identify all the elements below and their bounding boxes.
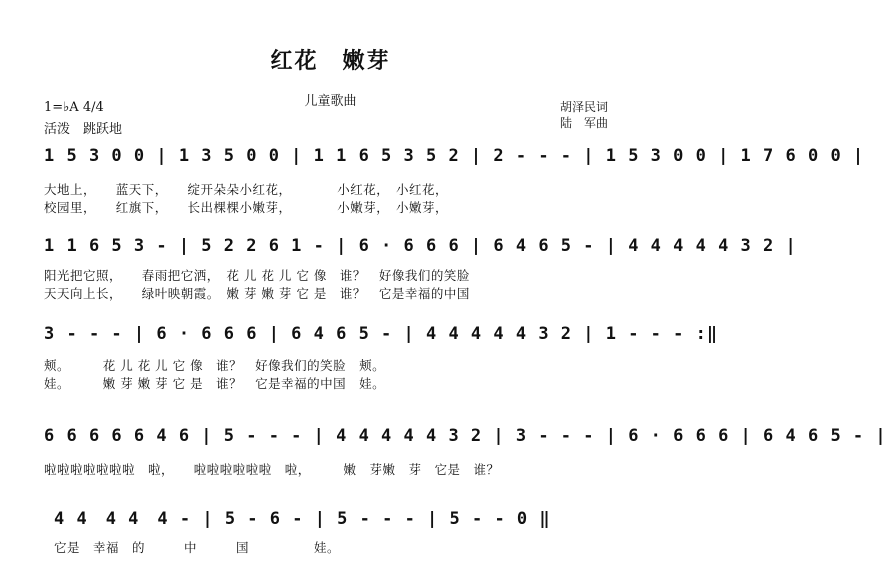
time-signature: 4/4	[82, 100, 104, 115]
lyric-line-3a: 颊。 花 儿 花 儿 它 像 谁？ 好像我们的笑脸 颊。	[44, 358, 386, 373]
lyric-line-4: 啦啦啦啦啦啦啦 啦， 啦啦啦啦啦啦 啦， 嫩 芽嫩 芽 它是 谁？	[44, 462, 500, 477]
lyric-line-2a: 阳光把它照， 春雨把它洒， 花 儿 花 儿 它 像 谁？ 好像我们的笑脸	[44, 268, 470, 283]
song-genre: 儿童歌曲	[304, 94, 357, 109]
tempo-marking: 活泼 跳跃地	[44, 122, 123, 137]
notation-line-1: 1 5 3 0 0 | 1 3 5 0 0 | 1 1 6 5 3 5 2 | 2 - - - | 1 5 3 0 0 | 1 7 6 0 0 |	[44, 146, 865, 166]
lyric-line-3b: 娃。 嫩 芽 嫩 芽 它 是 谁？ 它是幸福的中国 娃。	[44, 376, 386, 391]
lyric-line-2b: 天天向上长， 绿叶映朝霞。 嫩 芽 嫩 芽 它 是 谁？ 它是幸福的中国	[44, 286, 470, 301]
notation-line-2: 1 1 6 5 3 - | 5 2 2 6 1 - | 6 · 6 6 6 | 6 4 6 5 - | 4 4 4 4 4 3 2 |	[44, 236, 797, 256]
song-title: 红花 嫩芽	[270, 48, 391, 74]
composer-credit: 陆 军曲	[560, 116, 609, 130]
notation-line-3: 3 - - - | 6 · 6 6 6 | 6 4 6 5 - | 4 4 4 4 4 3 2 | 1 - - - :‖	[44, 324, 719, 344]
key-time-signature	[44, 100, 104, 115]
notation-line-5: 4 4 4 4 4 - | 5 - 6 - | 5 - - - | 5 - - 0 ‖	[54, 509, 551, 529]
lyric-line-1b: 校园里， 红旗下， 长出棵棵小嫩芽， 小嫩芽， 小嫩芽，	[44, 200, 449, 215]
lyric-line-1a: 大地上， 蓝天下， 绽开朵朵小红花， 小红花， 小红花，	[44, 182, 449, 197]
notation-line-4: 6 6 6 6 6 4 6 | 5 - - - | 4 4 4 4 4 3 2 | 3 - - - | 6 · 6 6 6 | 6 4 6 5 - |	[44, 426, 887, 446]
lyricist-credit: 胡泽民词	[560, 100, 609, 114]
key-signature: 1=♭A	[44, 100, 79, 115]
lyric-line-5: 它是 幸福 的 中 国 娃。	[54, 540, 341, 555]
